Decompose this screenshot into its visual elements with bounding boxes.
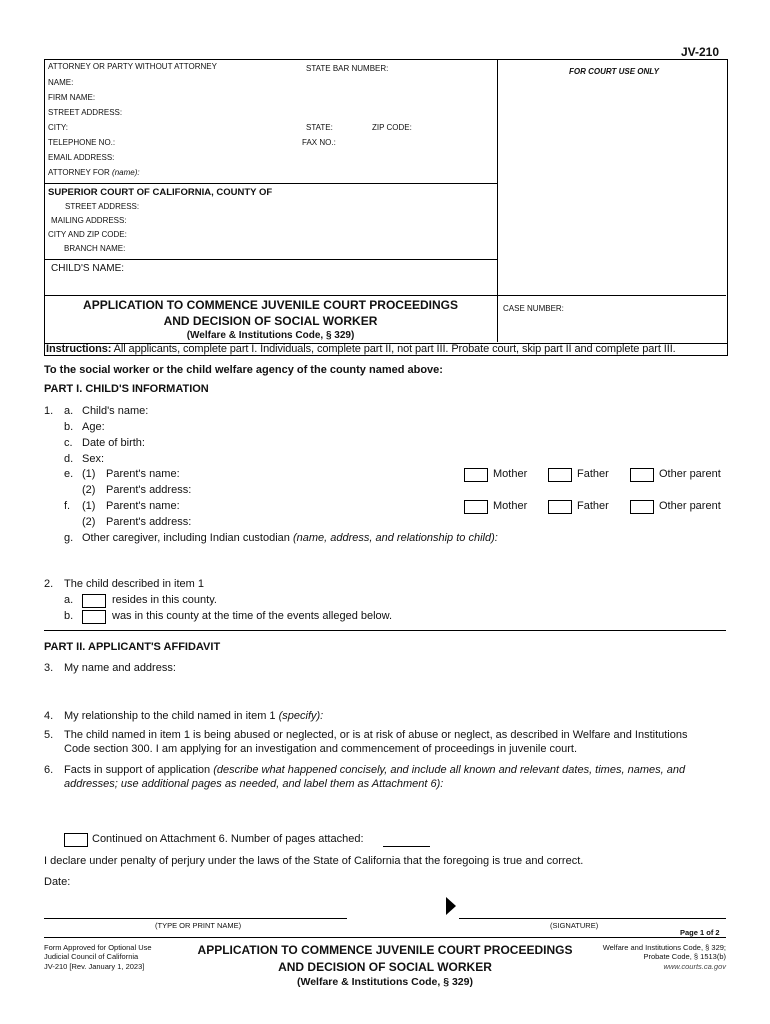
part2-heading: PART II. APPLICANT'S AFFIDAVIT	[44, 641, 221, 653]
court-mailing-label: MAILING ADDRESS:	[51, 216, 127, 225]
form-title-line2: AND DECISION OF SOCIAL WORKER	[163, 314, 378, 328]
court-street-label: STREET ADDRESS:	[65, 202, 140, 211]
footer-code1: Welfare and Institutions Code, § 329;	[602, 943, 726, 952]
court-cityzip-label: CITY AND ZIP CODE:	[48, 230, 127, 239]
case-number-label: CASE NUMBER:	[503, 304, 564, 313]
signature-line[interactable]	[459, 918, 726, 919]
footer-approved: Form Approved for Optional Use	[44, 943, 152, 952]
name-label: NAME:	[48, 78, 74, 87]
instructions: Instructions: All applicants, complete part I. Individuals, complete part II, not part III. Probate court, skip part II and complete part III.	[46, 343, 676, 355]
part-divider	[44, 630, 726, 631]
footer-title-line2: AND DECISION OF SOCIAL WORKER	[278, 960, 492, 974]
child-name-label: CHILD'S NAME:	[51, 263, 125, 274]
street-label: STREET ADDRESS:	[48, 108, 123, 117]
declaration-text: I declare under penalty of perjury under the laws of the State of California that the foregoing is true and correct.	[44, 855, 584, 867]
was-in-county-checkbox[interactable]	[82, 610, 106, 624]
part1-heading: PART I. CHILD'S INFORMATION	[44, 383, 209, 395]
form-title-line1: APPLICATION TO COMMENCE JUVENILE COURT PROCEEDINGS	[83, 298, 458, 312]
continued-text: Continued on Attachment 6. Number of pages attached:	[92, 833, 364, 845]
item2-text: The child described in item 1	[64, 578, 205, 590]
page-number: Page 1 of 2	[680, 928, 720, 937]
footer-council: Judicial Council of California	[44, 952, 139, 961]
continued-attachment-checkbox[interactable]	[64, 833, 88, 847]
item5-line2: Code section 300. I am applying for an investigation and commencement of proceedings in juvenile court.	[64, 743, 578, 755]
date-label: Date:	[44, 876, 71, 888]
footer-title-line1: APPLICATION TO COMMENCE JUVENILE COURT PROCEEDINGS	[197, 943, 573, 957]
pages-attached-field[interactable]	[383, 846, 430, 847]
item4-text: My relationship to the child named in item 1 (specify):	[64, 710, 324, 722]
dob-label: Date of birth:	[82, 437, 145, 449]
footer-code2: Probate Code, § 1513(b)	[643, 952, 726, 961]
court-branch-label: BRANCH NAME:	[64, 244, 126, 253]
parent2-name-label: Parent's name:	[106, 500, 180, 512]
item6-line1: Facts in support of application (describe what happened concisely, and include all known and relevant dates, times, names, and	[64, 764, 686, 776]
item5-line1: The child named in item 1 is being abused or neglected, or is at risk of abuse or neglect, as described in Welfare and Institutions	[64, 729, 688, 741]
email-label: EMAIL ADDRESS:	[48, 153, 115, 162]
form-id: JV-210	[681, 45, 720, 59]
firm-label: FIRM NAME:	[48, 93, 96, 102]
footer-title-line3: (Welfare & Institutions Code, § 329)	[296, 976, 473, 988]
court-use-label: FOR COURT USE ONLY	[569, 67, 659, 76]
parent2-other-checkbox[interactable]	[630, 500, 654, 514]
parent1-father-checkbox[interactable]	[548, 468, 572, 482]
city-label: CITY:	[48, 123, 69, 132]
caregiver-label: Other caregiver, including Indian custodian (name, address, and relationship to child):	[82, 532, 498, 544]
parent1-other-checkbox[interactable]	[630, 468, 654, 482]
print-name-line[interactable]	[44, 918, 347, 919]
sex-label: Sex:	[82, 453, 105, 465]
signature-arrow-icon	[444, 896, 458, 916]
parent2-address-label: Parent's address:	[106, 516, 192, 528]
state-label: STATE:	[306, 123, 333, 132]
parent2-mother-checkbox[interactable]	[464, 500, 488, 514]
type-name-label: (TYPE OR PRINT NAME)	[155, 921, 242, 930]
attorney-for-label: ATTORNEY FOR (name):	[48, 168, 140, 177]
footer-website[interactable]: www.courts.ca.gov	[663, 962, 726, 971]
footer-rev: JV-210 [Rev. January 1, 2023]	[44, 962, 145, 971]
court-title: SUPERIOR COURT OF CALIFORNIA, COUNTY OF	[48, 187, 273, 198]
zip-label: ZIP CODE:	[372, 123, 412, 132]
childs-name-label: Child's name:	[82, 405, 149, 417]
signature-label: (SIGNATURE)	[550, 921, 599, 930]
fax-label: FAX NO.:	[302, 138, 336, 147]
age-label: Age:	[82, 421, 105, 433]
resides-county-checkbox[interactable]	[82, 594, 106, 608]
parent1-mother-checkbox[interactable]	[464, 468, 488, 482]
phone-label: TELEPHONE NO.:	[48, 138, 116, 147]
attorney-label: ATTORNEY OR PARTY WITHOUT ATTORNEY	[48, 62, 217, 71]
parent1-address-label: Parent's address:	[106, 484, 192, 496]
state-bar-label: STATE BAR NUMBER:	[306, 64, 389, 73]
parent1-name-label: Parent's name:	[106, 468, 180, 480]
form-title-line3: (Welfare & Institutions Code, § 329)	[186, 330, 355, 341]
item3-text: My name and address:	[64, 662, 176, 674]
item6-line2: addresses; use additional pages as needed, and label them as Attachment 6):	[64, 778, 444, 790]
to-line: To the social worker or the child welfare agency of the county named above:	[44, 364, 443, 376]
parent2-father-checkbox[interactable]	[548, 500, 572, 514]
